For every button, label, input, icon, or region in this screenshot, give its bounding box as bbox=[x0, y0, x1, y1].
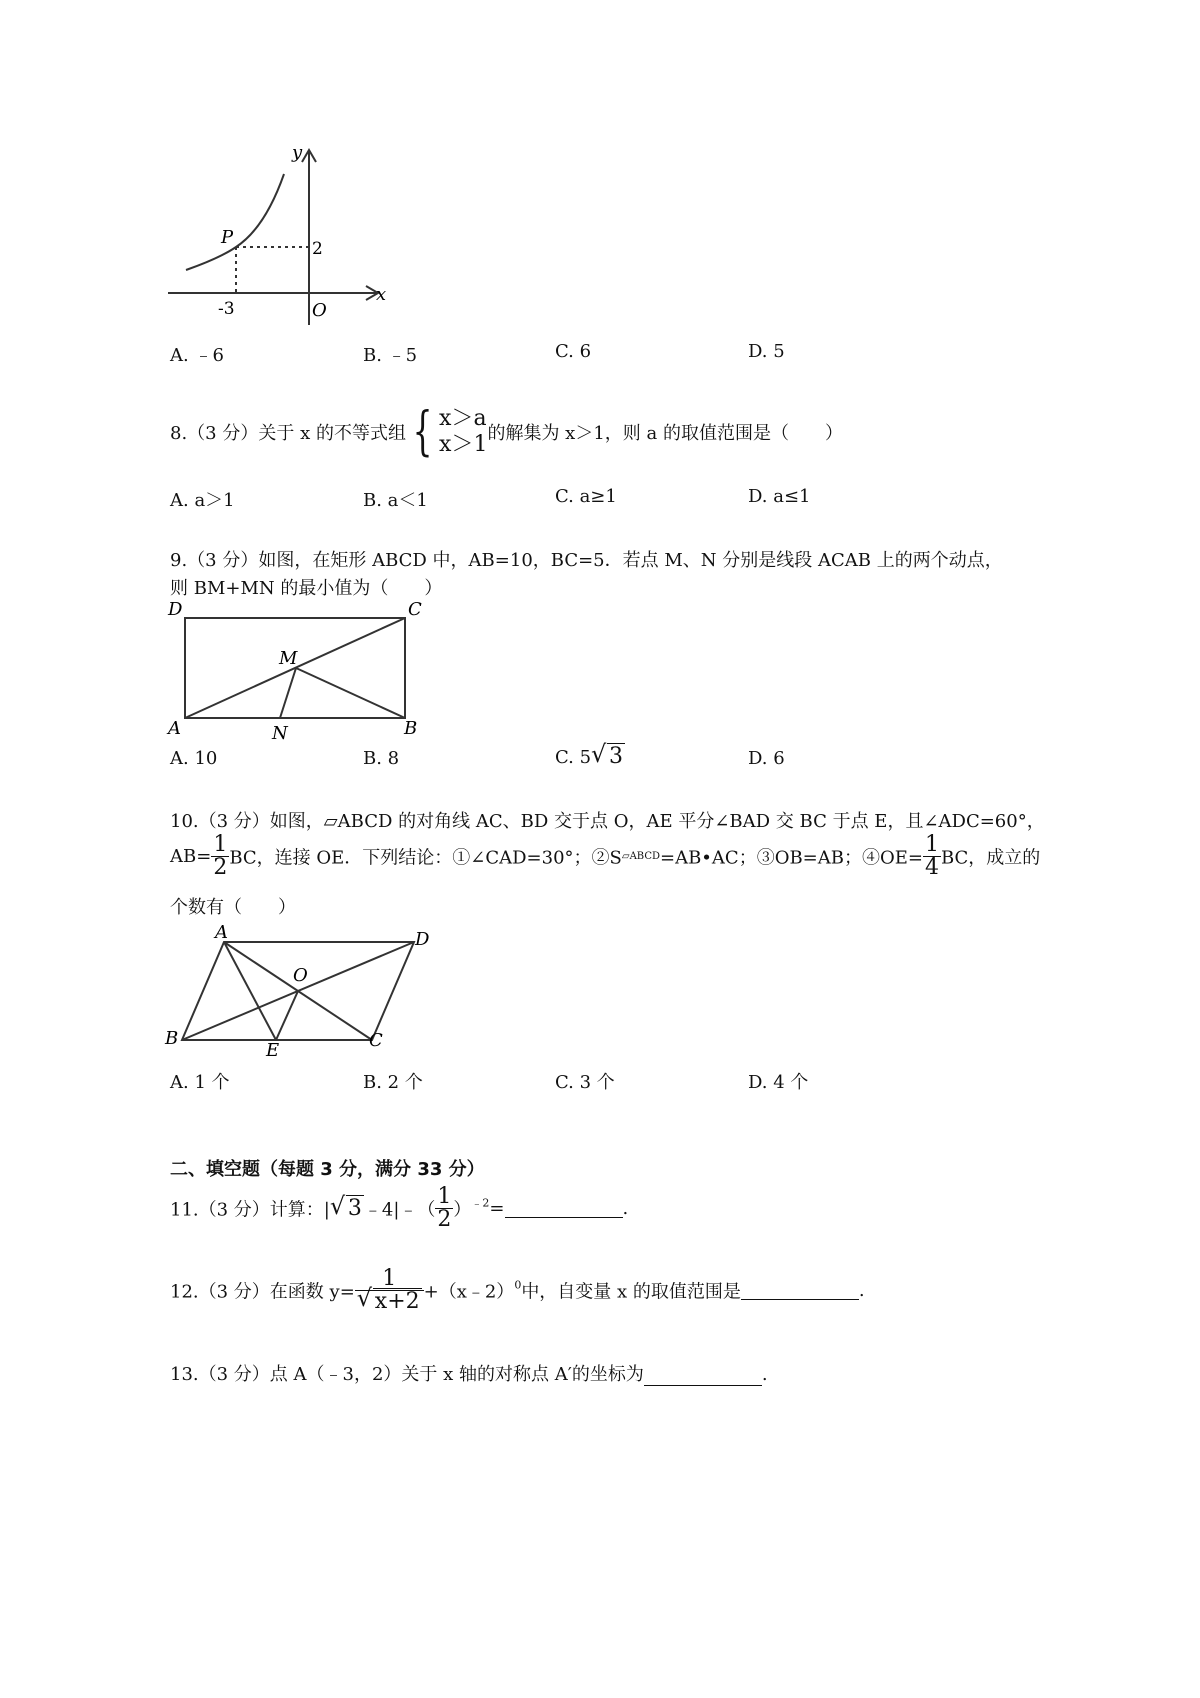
q8-option-b[interactable]: B. a＜1 bbox=[363, 490, 428, 511]
q8-option-d[interactable]: D. a≤1 bbox=[748, 486, 811, 507]
label-minus3: -3 bbox=[218, 299, 235, 319]
q10-option-d[interactable]: D. 4 个 bbox=[748, 1072, 809, 1093]
q10-stem-line1: 10.（3 分）如图，▱ABCD 的对角线 AC、BD 交于点 O，AE 平分∠BAD 交 BC 于点 E，且∠ADC=60°， bbox=[170, 811, 1045, 832]
segment-bm bbox=[296, 668, 405, 718]
segment-mn bbox=[280, 668, 296, 718]
q11-close: ） bbox=[453, 1199, 472, 1221]
q11-eq: = bbox=[489, 1198, 505, 1219]
q12-radicand: x+2 bbox=[374, 1289, 420, 1314]
q7-option-b[interactable]: B. ﹣5 bbox=[363, 345, 418, 366]
q9-option-c-sqrt bbox=[591, 740, 625, 769]
q12-prefix: 12.（3 分）在函数 y= bbox=[170, 1281, 355, 1303]
q9-option-c-label: C. 5 bbox=[555, 747, 592, 768]
q10-l2-d: BC，成立的 bbox=[940, 847, 1041, 869]
q7-option-a[interactable]: A. ﹣6 bbox=[170, 345, 224, 366]
q12-mid: +（x﹣2） bbox=[423, 1281, 515, 1303]
q10-option-a[interactable]: A. 1 个 bbox=[170, 1072, 230, 1093]
label-o: O bbox=[293, 965, 308, 986]
q8-prefix: 8.（3 分）关于 x 的不等式组 bbox=[170, 423, 406, 444]
q11-exponent: ﹣2 bbox=[471, 1196, 490, 1210]
q10-l2-a: AB= bbox=[170, 846, 212, 867]
label-d: D bbox=[168, 599, 183, 620]
label-2: 2 bbox=[312, 239, 323, 259]
label-c: C bbox=[408, 599, 422, 620]
q7-figure bbox=[160, 140, 400, 330]
label-c: C bbox=[369, 1030, 383, 1051]
label-m: M bbox=[279, 648, 298, 669]
q8-brace: { bbox=[412, 402, 433, 462]
frac-den: 2 bbox=[213, 855, 228, 880]
label-b: B bbox=[165, 1028, 179, 1049]
q10-option-b[interactable]: B. 2 个 bbox=[363, 1072, 423, 1093]
section-2-heading: 二、填空题（每题 3 分，满分 33 分） bbox=[170, 1159, 485, 1180]
label-b: B bbox=[404, 718, 418, 739]
q11-mid: ﹣4|﹣（ bbox=[363, 1199, 436, 1221]
q8-stem bbox=[170, 402, 843, 462]
label-a: A bbox=[168, 718, 181, 739]
q9-option-a[interactable]: A. 10 bbox=[170, 748, 218, 769]
q11-radicand: 3 bbox=[347, 1196, 362, 1221]
frac-num: 1 bbox=[355, 1268, 424, 1291]
q9-option-b[interactable]: B. 8 bbox=[363, 748, 400, 769]
q9-figure bbox=[160, 598, 430, 746]
q10-frac-quarter bbox=[923, 834, 941, 879]
label-p: P bbox=[221, 227, 234, 248]
q11-stem bbox=[170, 1186, 628, 1231]
q12-answer-blank[interactable] bbox=[741, 1281, 859, 1300]
q8-sys-line2: x＞1 bbox=[439, 432, 488, 457]
q12-stem bbox=[170, 1268, 865, 1313]
frac-num: 1 bbox=[437, 1184, 452, 1209]
frac-den: 4 bbox=[924, 855, 939, 880]
radical-sign: √ bbox=[591, 740, 607, 768]
label-o: O bbox=[312, 300, 327, 321]
q11-sqrt bbox=[329, 1192, 364, 1221]
q10-frac-half bbox=[211, 834, 229, 879]
q10-stem-line2 bbox=[170, 834, 1040, 879]
q11-end: . bbox=[622, 1198, 629, 1219]
q13-stem bbox=[170, 1360, 768, 1386]
q12-frac bbox=[355, 1268, 424, 1313]
frac-den: 2 bbox=[437, 1207, 452, 1232]
label-y: y bbox=[292, 142, 303, 163]
q10-stem-line3: 个数有（ ） bbox=[170, 897, 296, 918]
q10-l2-b: BC，连接 OE．下列结论：①∠CAD=30°；②S bbox=[229, 847, 622, 869]
segment-ae bbox=[224, 942, 276, 1040]
q12-exponent: 0 bbox=[514, 1278, 522, 1292]
label-a: A bbox=[215, 922, 228, 943]
radical-sign: √ bbox=[329, 1192, 346, 1220]
q13-text: 13.（3 分）点 A（﹣3，2）关于 x 轴的对称点 A′的坐标为 bbox=[170, 1364, 644, 1385]
q8-system bbox=[439, 406, 487, 458]
q8-suffix: 的解集为 x＞1，则 a 的取值范围是（ ） bbox=[487, 423, 843, 444]
q8-option-c[interactable]: C. a≥1 bbox=[555, 486, 617, 507]
q7-option-d[interactable]: D. 5 bbox=[748, 341, 785, 362]
q10-l2-c: =AB•AC；③OB=AB；④OE= bbox=[660, 847, 923, 869]
q9-option-d[interactable]: D. 6 bbox=[748, 748, 785, 769]
q9-option-c-radicand: 3 bbox=[609, 744, 624, 769]
q11-prefix: 11.（3 分）计算：| bbox=[170, 1199, 330, 1221]
q9-stem-line2: 则 BM+MN 的最小值为（ ） bbox=[170, 578, 443, 599]
label-e: E bbox=[266, 1040, 280, 1060]
q10-figure bbox=[160, 920, 445, 1060]
q10-option-c[interactable]: C. 3 个 bbox=[555, 1072, 615, 1093]
q13-end: . bbox=[761, 1364, 768, 1385]
frac-num: 1 bbox=[213, 832, 228, 857]
label-d: D bbox=[415, 929, 430, 950]
q12-suffix: 中，自变量 x 的取值范围是 bbox=[521, 1281, 741, 1303]
q12-sqrt bbox=[356, 1284, 422, 1314]
label-n: N bbox=[272, 723, 288, 744]
q7-option-c[interactable]: C. 6 bbox=[555, 341, 592, 362]
q11-frac bbox=[435, 1186, 453, 1231]
q13-answer-blank[interactable] bbox=[644, 1367, 762, 1386]
q9-option-c[interactable] bbox=[555, 740, 625, 769]
frac-den bbox=[355, 1284, 424, 1314]
q11-answer-blank[interactable] bbox=[505, 1199, 623, 1218]
q9-stem-line1: 9.（3 分）如图，在矩形 ABCD 中，AB=10，BC=5．若点 M、N 分别是线段 ACAB 上的两个动点， bbox=[170, 550, 1003, 571]
frac-num: 1 bbox=[924, 832, 939, 857]
q8-option-a[interactable]: A. a＞1 bbox=[170, 490, 235, 511]
q8-sys-line1: x＞a bbox=[439, 406, 487, 431]
q10-l2-sub: ▱ABCD bbox=[621, 851, 660, 862]
radical-sign: √ bbox=[356, 1284, 373, 1312]
q12-end: . bbox=[858, 1280, 865, 1301]
label-x: x bbox=[376, 284, 387, 305]
